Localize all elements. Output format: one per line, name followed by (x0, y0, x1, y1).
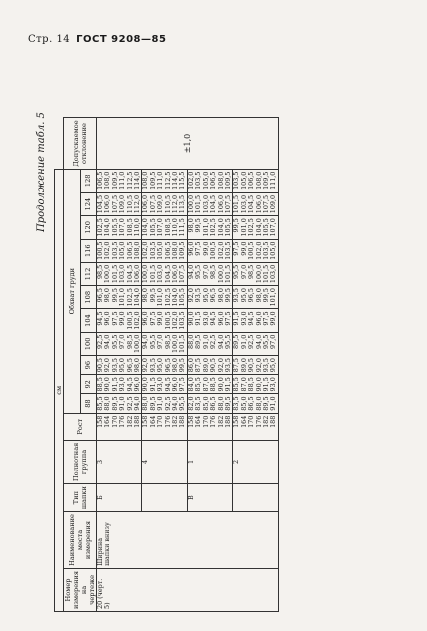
cell-values: 95,5 97,0 98,5 100,0 101,5 103,0 (233, 262, 278, 285)
cell-values: 100,0 101,5 103,0 104,5 106,0 107,5 (187, 192, 232, 215)
tolerance-value: ±1,0 (97, 118, 279, 169)
cell-values: 84,0 85,5 87,0 88,5 90,0 91,5 (187, 375, 232, 394)
cell-values: 90,0 91,5 93,0 94,5 96,0 97,5 (187, 309, 232, 332)
col-header-girth: Обхват груди (64, 169, 81, 413)
standard-code: ГОСТ 9208—85 (76, 34, 167, 45)
girth-header: 116 (80, 239, 97, 262)
cell-values: 92,5 94,0 95,5 97,0 98,5 100,0 (97, 332, 142, 355)
col-header-tolerance: Допускаемое отклонение (64, 118, 97, 169)
cell-values: 93,5 95,0 96,5 98,0 99,5 101,0 (233, 286, 278, 309)
cap-type (233, 484, 278, 512)
page-header (28, 34, 166, 45)
girth-header: 92 (80, 375, 97, 394)
girth-header: 112 (80, 262, 97, 285)
cell-values: 92,0 93,5 95,0 96,5 98,0 99,5 (142, 356, 187, 375)
girth-header: 120 (80, 216, 97, 239)
cell-values: 82,0 83,5 85,0 86,5 88,0 89,5 (187, 394, 232, 413)
page-number: Стр. 14 (28, 34, 71, 45)
girth-header: 104 (80, 309, 97, 332)
cell-values: 100,0 101,5 103,0 104,5 106,0 107,5 (142, 262, 187, 285)
cell-values: 104,0 105,5 107,0 108,5 110,0 111,5 (142, 216, 187, 239)
cap-type: В (187, 484, 232, 512)
fullness-group: 2 (233, 440, 278, 483)
cell-values: 101,5 103,0 104,5 106,0 107,5 109,0 (233, 192, 278, 215)
measurement-table (54, 117, 279, 612)
fullness-group: 4 (142, 440, 187, 483)
col-header-name: Наименование места измерения (64, 512, 97, 569)
girth-header: 96 (80, 356, 97, 375)
cell-values: 106,0 107,5 109,0 110,5 112,0 113,5 (142, 192, 187, 215)
cell-values: 108,0 109,5 111,0 112,5 114,0 115,5 (142, 169, 187, 192)
height-values: 158 164 170 176 182 188 (187, 413, 232, 440)
cell-values: 88,5 90,0 91,5 93,0 94,5 96,0 (97, 375, 142, 394)
cap-type (142, 484, 187, 512)
cell-values: 106,5 108,0 109,5 111,0 112,5 114,0 (97, 169, 142, 192)
cell-values: 102,0 103,5 105,0 106,5 108,0 109,5 (142, 239, 187, 262)
cell-values: 90,5 92,0 93,5 95,0 96,5 98,0 (97, 356, 142, 375)
girth-header: 88 (80, 394, 97, 413)
cell-values: 94,0 95,5 97,0 98,5 100,0 101,5 (142, 332, 187, 355)
cell-values: 87,5 89,0 90,5 92,0 93,5 95,0 (233, 356, 278, 375)
cell-values: 96,5 98,0 99,5 101,0 102,5 104,0 (97, 286, 142, 309)
cell-values: 96,0 97,5 99,0 100,5 102,0 103,5 (187, 239, 232, 262)
cell-values: 102,0 103,5 105,0 106,5 108,0 109,5 (187, 169, 232, 192)
cell-values: 94,0 95,5 97,0 98,5 100,0 101,5 (187, 262, 232, 285)
cell-values: 99,5 101,0 102,5 104,0 105,5 107,0 (233, 216, 278, 239)
table-caption: Продолжение табл. 5 (36, 112, 47, 232)
cell-values: 85,5 87,0 88,5 90,0 91,5 93,0 (233, 375, 278, 394)
cap-type: Б (97, 484, 142, 512)
col-header-height: Рост (64, 413, 97, 440)
cell-values: 97,5 99,0 100,5 102,0 103,5 105,0 (233, 239, 278, 262)
cell-values: 89,5 91,0 92,5 94,0 95,5 97,0 (233, 332, 278, 355)
cell-values: 92,0 93,5 95,0 96,5 98,0 99,5 (187, 286, 232, 309)
girth-header: 108 (80, 286, 97, 309)
measurement-name: Ширина шапки внизу (97, 512, 279, 569)
girth-header: 124 (80, 192, 97, 215)
cell-values: 94,5 96,0 97,5 99,0 100,5 102,0 (97, 309, 142, 332)
cell-values: 83,5 85,0 86,5 88,0 89,5 91,0 (233, 394, 278, 413)
cell-values: 96,0 97,5 99,0 100,5 102,0 103,5 (142, 309, 187, 332)
cell-values: 104,5 106,0 107,5 109,0 110,5 112,0 (97, 192, 142, 215)
cell-values: 91,5 93,0 94,5 96,0 97,5 99,0 (233, 309, 278, 332)
cell-values: 103,5 105,0 106,5 108,0 109,5 111,0 (233, 169, 278, 192)
cell-values: 90,0 91,5 93,0 94,5 96,0 97,5 (142, 375, 187, 394)
cell-values: 98,0 99,5 101,0 102,5 104,0 105,5 (187, 216, 232, 239)
fullness-group: 3 (97, 440, 142, 483)
col-header-num: Номер измерения на чертеже (64, 568, 97, 611)
cell-values: 86,0 87,5 89,0 90,5 92,0 93,5 (187, 356, 232, 375)
fullness-group: 1 (187, 440, 232, 483)
cell-values: 102,5 104,0 105,5 107,0 108,5 110,0 (97, 216, 142, 239)
cell-values: 88,0 89,5 91,0 92,5 94,0 95,5 (187, 332, 232, 355)
cell-values: 100,5 102,0 103,5 105,0 106,5 108,0 (97, 239, 142, 262)
cell-values: 98,0 99,5 101,0 102,5 104,0 105,5 (142, 286, 187, 309)
height-values: 158 164 170 176 182 188 (233, 413, 278, 440)
height-values: 158 164 170 176 182 188 (142, 413, 187, 440)
cell-values: 85,5 88,0 89,5 91,0 92,5 94,0 (97, 394, 142, 413)
height-values: 158 164 170 176 182 188 (97, 413, 142, 440)
cell-values: 98,5 100,0 101,5 103,0 104,5 106,0 (97, 262, 142, 285)
rotated-table-area (36, 47, 396, 612)
cell-values: 88,0 89,5 91,0 92,5 94,0 95,5 (142, 394, 187, 413)
col-header-type: Тип шапки (64, 484, 97, 512)
unit-label: см (55, 169, 64, 611)
col-header-group: Полнотная группа (64, 440, 97, 483)
measurement-number: 20 (черт. 5) (97, 568, 279, 611)
girth-header: 100 (80, 332, 97, 355)
girth-header: 128 (80, 169, 97, 192)
table-row (97, 118, 142, 612)
